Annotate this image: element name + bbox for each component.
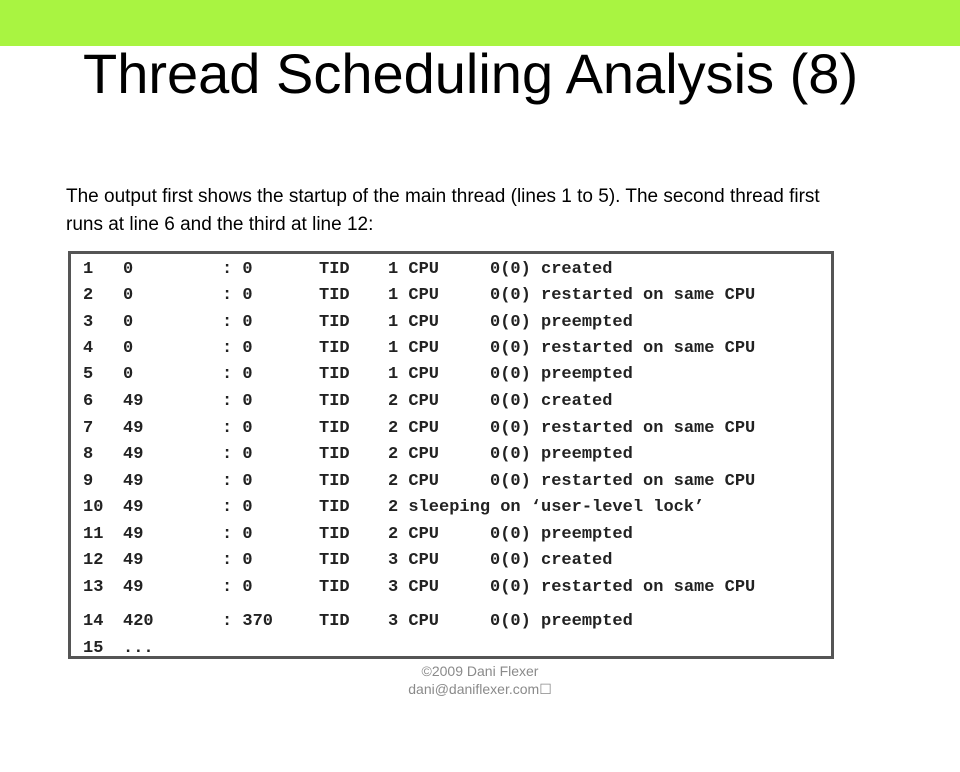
log-time: 49 xyxy=(123,445,144,464)
footer-copyright: ©2009 Dani Flexer xyxy=(421,663,539,679)
log-line-number: 5 xyxy=(83,365,94,384)
log-line xyxy=(71,578,831,602)
log-delta: : 0 xyxy=(222,339,253,358)
log-time: 49 xyxy=(123,498,144,517)
log-event: 2 CPU 0(0) preempted xyxy=(388,525,633,544)
log-line-number: 2 xyxy=(83,286,94,305)
log-tid: TID xyxy=(319,612,350,631)
log-line-number: 14 xyxy=(83,612,104,631)
log-line xyxy=(71,392,831,416)
log-event: 2 CPU 0(0) restarted on same CPU xyxy=(388,419,756,438)
log-line xyxy=(71,612,831,636)
log-line xyxy=(71,445,831,469)
log-delta: : 0 xyxy=(222,551,253,570)
log-tid: TID xyxy=(319,578,350,597)
log-line-number: 9 xyxy=(83,472,94,491)
log-delta: : 0 xyxy=(222,313,253,332)
log-line xyxy=(71,525,831,549)
slide-footer xyxy=(330,662,630,698)
log-delta: : 0 xyxy=(222,525,253,544)
log-event: 2 CPU 0(0) restarted on same CPU xyxy=(388,472,756,491)
log-tid: TID xyxy=(319,525,350,544)
log-delta: : 0 xyxy=(222,578,253,597)
thread-log-output xyxy=(68,251,834,659)
log-tid: TID xyxy=(319,365,350,384)
log-time: 420 xyxy=(123,612,154,631)
log-line xyxy=(71,260,831,284)
log-tid: TID xyxy=(319,392,350,411)
log-time: 49 xyxy=(123,419,144,438)
log-time: 49 xyxy=(123,392,144,411)
log-line-number: 11 xyxy=(83,525,104,544)
log-tid: TID xyxy=(319,339,350,358)
log-tid: TID xyxy=(319,445,350,464)
log-line xyxy=(71,339,831,363)
log-line xyxy=(71,365,831,389)
log-event: 3 CPU 0(0) created xyxy=(388,551,613,570)
log-tid: TID xyxy=(319,260,350,279)
log-line-number: 3 xyxy=(83,313,94,332)
intro-text: The output first shows the startup of the main thread (lines 1 to 5). The second thread first runs at line 6 and the third at line 12: xyxy=(66,186,820,235)
log-event: 3 CPU 0(0) preempted xyxy=(388,612,633,631)
log-delta: : 0 xyxy=(222,365,253,384)
log-event: 1 CPU 0(0) restarted on same CPU xyxy=(388,339,756,358)
log-line-number: 8 xyxy=(83,445,94,464)
log-delta: : 0 xyxy=(222,445,253,464)
log-time: 0 xyxy=(123,339,134,358)
log-event: 1 CPU 0(0) preempted xyxy=(388,313,633,332)
log-tid: TID xyxy=(319,286,350,305)
log-time: 49 xyxy=(123,578,144,597)
slide-title: Thread Scheduling Analysis (8) xyxy=(83,42,859,105)
log-tid: TID xyxy=(319,313,350,332)
footer-email: dani@daniflexer.com☐ xyxy=(408,681,552,697)
log-tid: TID xyxy=(319,551,350,570)
log-event: 1 CPU 0(0) preempted xyxy=(388,365,633,384)
log-delta: : 0 xyxy=(222,392,253,411)
log-delta: : 0 xyxy=(222,286,253,305)
log-tid: TID xyxy=(319,472,350,491)
log-tid: TID xyxy=(319,419,350,438)
log-delta: : 370 xyxy=(222,612,274,631)
log-delta: : 0 xyxy=(222,419,253,438)
log-line xyxy=(71,286,831,310)
log-time: 0 xyxy=(123,313,134,332)
log-event: 2 sleeping on ‘user-level lock’ xyxy=(388,498,705,517)
log-event: 1 CPU 0(0) restarted on same CPU xyxy=(388,286,756,305)
log-time: 49 xyxy=(123,551,144,570)
log-line xyxy=(71,639,831,663)
log-line xyxy=(71,419,831,443)
log-line xyxy=(71,472,831,496)
log-line-number: 7 xyxy=(83,419,94,438)
log-event: 1 CPU 0(0) created xyxy=(388,260,613,279)
log-line-number: 12 xyxy=(83,551,104,570)
log-line xyxy=(71,498,831,522)
log-line-number: 15 xyxy=(83,639,104,658)
log-line-number: 10 xyxy=(83,498,104,517)
log-line-number: 4 xyxy=(83,339,94,358)
log-line-number: 1 xyxy=(83,260,94,279)
log-delta: : 0 xyxy=(222,498,253,517)
log-delta: : 0 xyxy=(222,472,253,491)
log-time: ... xyxy=(123,639,154,658)
log-line xyxy=(71,313,831,337)
log-line-number: 6 xyxy=(83,392,94,411)
log-event: 3 CPU 0(0) restarted on same CPU xyxy=(388,578,756,597)
log-time: 0 xyxy=(123,365,134,384)
log-delta: : 0 xyxy=(222,260,253,279)
log-event: 2 CPU 0(0) created xyxy=(388,392,613,411)
log-time: 0 xyxy=(123,260,134,279)
log-time: 49 xyxy=(123,472,144,491)
log-tid: TID xyxy=(319,498,350,517)
log-line-number: 13 xyxy=(83,578,104,597)
log-event: 2 CPU 0(0) preempted xyxy=(388,445,633,464)
log-time: 0 xyxy=(123,286,134,305)
log-line xyxy=(71,551,831,575)
log-time: 49 xyxy=(123,525,144,544)
